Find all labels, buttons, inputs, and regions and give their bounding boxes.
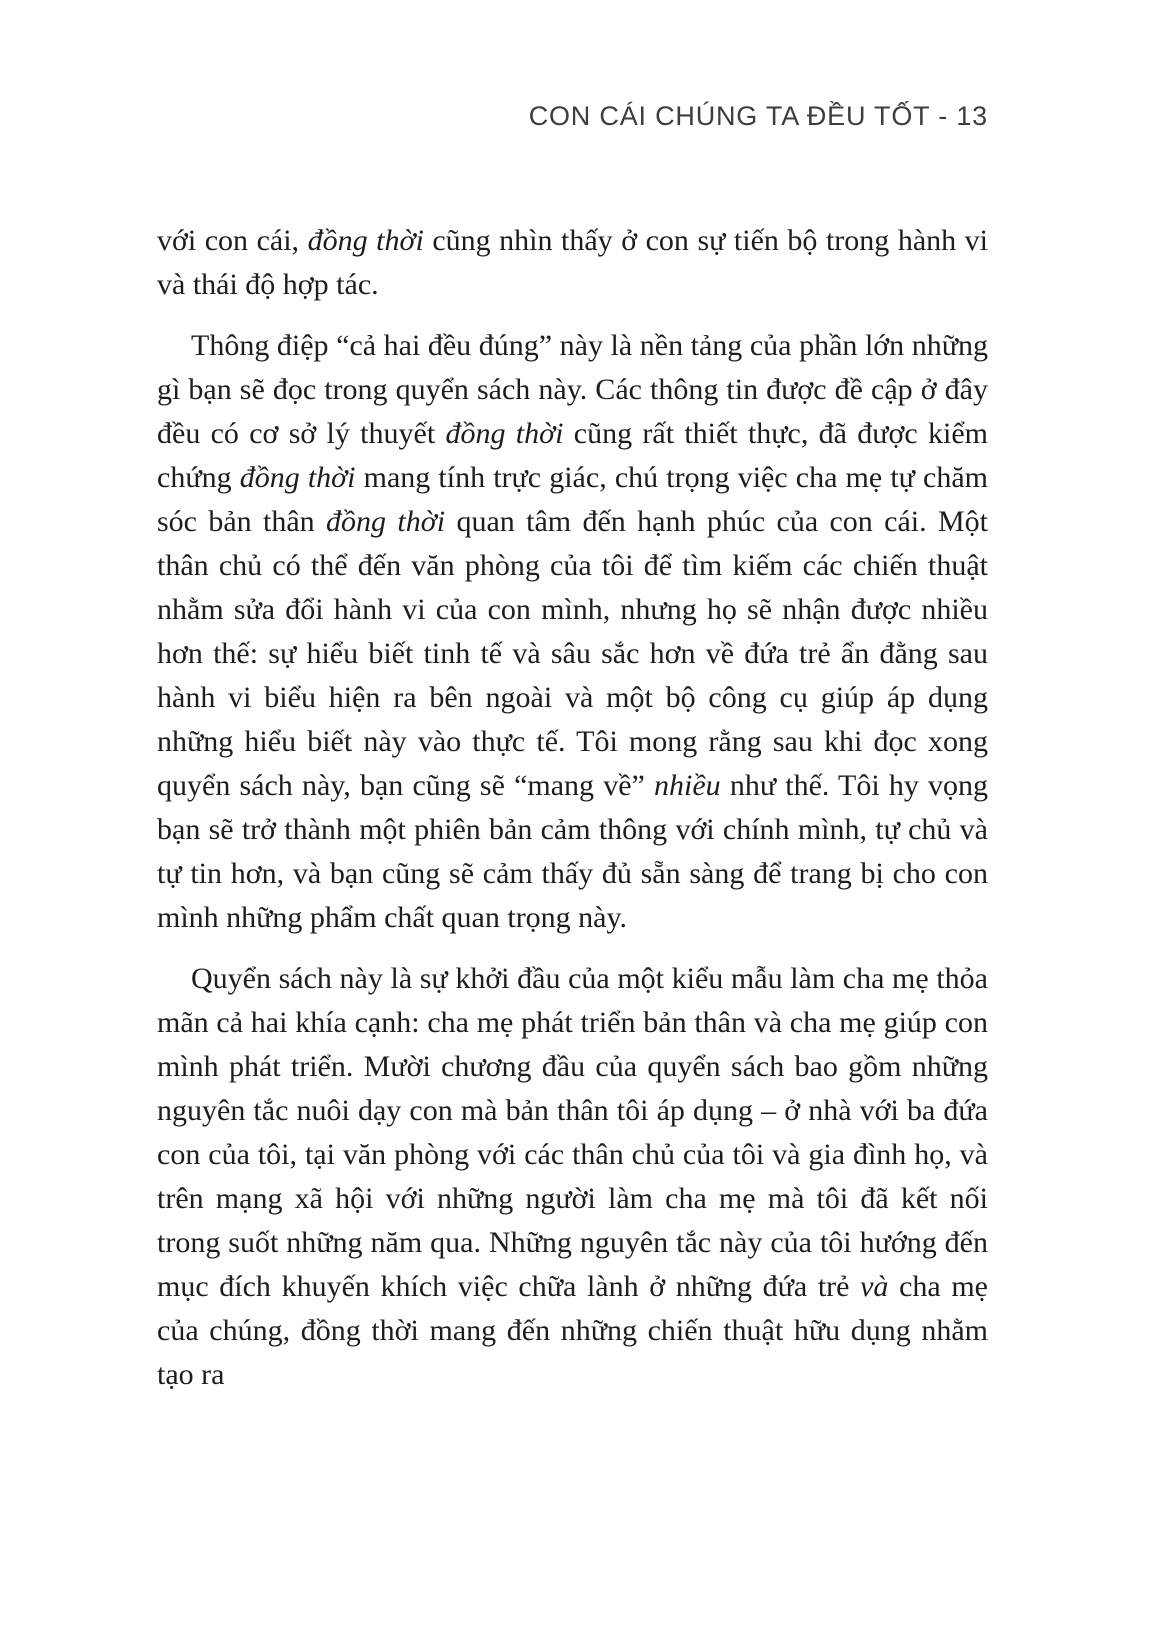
text-run: Quyển sách này là sự khởi đầu của một kiểu mẫu làm cha mẹ thỏa mãn cả hai khía cạnh: cha mẹ phát triển bản thân và cha mẹ giúp con mình phát triển. Mười chương đầu của quyển sách bao gồm những nguyên tắc nuôi dạy con mà bản thân tôi áp dụng – ở nhà với ba đứa con của tôi, tại văn phòng với các thân chủ của tôi và gia đình họ, và trên mạng xã hội với những người làm cha mẹ mà tôi đã kết nối trong suốt những năm qua. Những nguyên tắc này của tôi hướng đến mục đích khuyến khích việc chữa lành ở những đứa trẻ — [157, 962, 988, 1303]
text-run: cũng nhìn thấy ở con sự tiến bộ trong hành vi và thái độ hợp tác. — [157, 224, 988, 301]
page-body — [157, 219, 988, 1414]
text-run: cha mẹ của chúng, đồng thời mang đến những chiến thuật hữu dụng nhằm tạo ra — [157, 1270, 988, 1391]
text-run: với con cái, — [157, 224, 308, 257]
emphasized-text-run: và — [860, 1270, 889, 1303]
running-header — [157, 101, 988, 132]
paragraph — [157, 324, 988, 940]
emphasized-text-run: nhiều — [654, 769, 721, 802]
text-run: như thế. Tôi hy vọng bạn sẽ trở thành một phiên bản cảm thông với chính mình, tự chủ và tự tin hơn, và bạn cũng sẽ cảm thấy đủ sẵn sàng để trang bị cho con mình những phẩm chất quan trọng này. — [157, 769, 988, 934]
paragraph — [157, 957, 988, 1397]
text-run: mang tính trực giác, chú trọng việc cha mẹ tự chăm sóc bản thân — [157, 461, 988, 538]
header-separator: - — [929, 101, 957, 131]
running-title: CON CÁI CHÚNG TA ĐỀU TỐT — [528, 101, 930, 131]
emphasized-text-run: đồng thời — [326, 505, 446, 538]
emphasized-text-run: đồng thời — [239, 461, 356, 494]
emphasized-text-run: đồng thời — [307, 224, 424, 257]
text-run: quan tâm đến hạnh phúc của con cái. Một thân chủ có thể đến văn phòng của tôi để tìm kiếm các chiến thuật nhằm sửa đổi hành vi của con mình, nhưng họ sẽ nhận được nhiều hơn thế: sự hiểu biết tinh tế và sâu sắc hơn về đứa trẻ ẩn đằng sau hành vi biểu hiện ra bên ngoài và một bộ công cụ giúp áp dụng những hiểu biết này vào thực tế. Tôi mong rằng sau khi đọc xong quyển sách này, bạn cũng sẽ “mang về” — [157, 505, 988, 802]
emphasized-text-run: đồng thời — [445, 417, 564, 450]
page-number: 13 — [956, 101, 988, 131]
paragraph-continuation — [157, 219, 988, 307]
text-run: Thông điệp “cả hai đều đúng” này là nền tảng của phần lớn những gì bạn sẽ đọc trong quyển sách này. Các thông tin được đề cập ở đây đều có cơ sở lý thuyết — [157, 329, 988, 450]
text-run: cũng rất thiết thực, đã được kiểm chứng — [157, 417, 988, 494]
